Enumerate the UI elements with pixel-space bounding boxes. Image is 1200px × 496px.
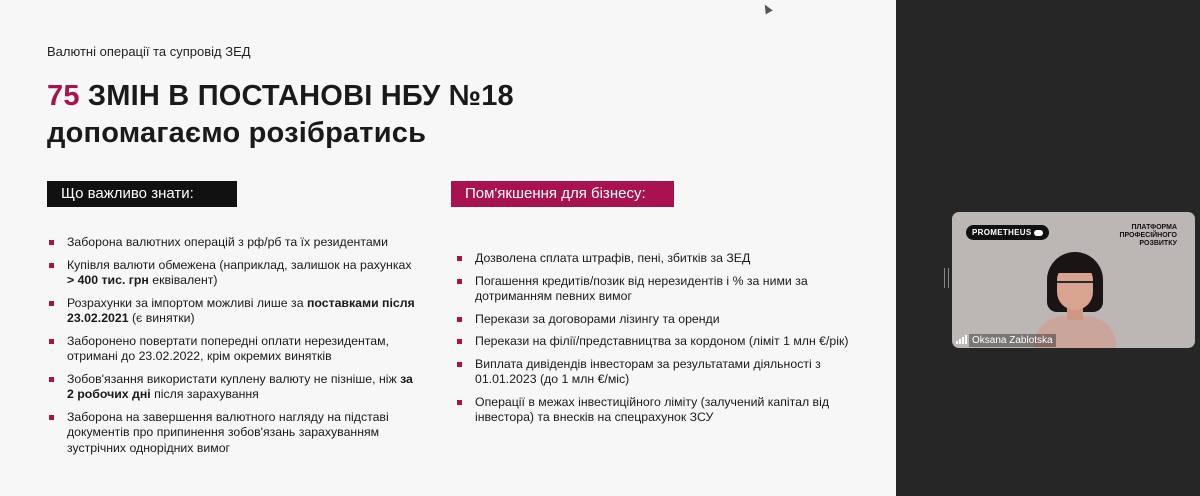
item-text: Операції в межах інвестиційного ліміту (залучений капітал від інвестора) та внесків на спецрахунок ЗСУ bbox=[475, 394, 829, 424]
item-text: Дозволена сплата штрафів, пені, збитків за ЗЕД bbox=[475, 251, 751, 265]
important-list-item bbox=[47, 334, 417, 365]
bullet-square-icon bbox=[49, 415, 54, 420]
title-line1: ЗМІН В ПОСТАНОВІ НБУ №18 bbox=[79, 80, 514, 112]
business-relief-item bbox=[455, 251, 850, 267]
slide-subtitle: Валютні операції та супровід ЗЕД bbox=[47, 44, 251, 59]
item-text: Зобов'язання використати куплену валюту не пізніше, ніж bbox=[67, 371, 401, 386]
right-section-heading: Пом'якшення для бізнесу: bbox=[451, 181, 674, 207]
item-text: Перекази на філії/представництва за кордоном (ліміт 1 млн €/рік) bbox=[475, 334, 849, 348]
bullet-square-icon bbox=[49, 339, 54, 344]
bullet-square-icon bbox=[457, 317, 462, 322]
item-text: Розрахунки за імпортом можливі лише за bbox=[67, 295, 307, 310]
title-line2: допомагаємо розібратись bbox=[47, 117, 427, 149]
bold-text: за 2 робочих дні bbox=[67, 371, 413, 401]
participant-name: Oksana Zablotska bbox=[969, 334, 1056, 347]
important-list-item bbox=[47, 410, 417, 457]
business-relief-item bbox=[455, 274, 850, 305]
prometheus-logo bbox=[966, 225, 1049, 240]
important-list bbox=[47, 235, 417, 463]
platform-label: ПЛАТФОРМА ПРОФЕСІЙНОГО РОЗВИТКУ bbox=[1119, 224, 1177, 247]
left-section-heading: Що важливо знати: bbox=[47, 181, 237, 207]
item-text: після зарахування bbox=[150, 387, 259, 401]
item-text: Заборонено повертати попередні оплати нерезидентам, отримані до 23.02.2022, крім окремих винятків bbox=[67, 333, 390, 363]
important-list-item bbox=[47, 235, 417, 251]
bullet-square-icon bbox=[457, 339, 462, 344]
bullet-square-icon bbox=[457, 400, 462, 405]
resize-handle-icon[interactable] bbox=[944, 268, 949, 288]
business-relief-item bbox=[455, 334, 850, 350]
bullet-square-icon bbox=[457, 362, 462, 367]
bullet-square-icon bbox=[49, 301, 54, 306]
participant-namebar bbox=[952, 330, 1195, 348]
slide-title bbox=[47, 78, 514, 152]
business-relief-item bbox=[455, 395, 850, 426]
bullet-square-icon bbox=[49, 263, 54, 268]
item-text: еквівалент) bbox=[148, 273, 218, 287]
participant-video-tile[interactable] bbox=[952, 212, 1195, 348]
item-text: Виплата дивідендів інвесторам за результатами діяльності з 01.01.2023 (до 1 млн €/міс) bbox=[475, 356, 821, 386]
title-number: 75 bbox=[47, 80, 80, 112]
item-text: Заборона на завершення валютного нагляду на підставі документів про припинення зобов'язань зарахуванням зустрічних однорідних вимог bbox=[67, 409, 389, 455]
important-list-item bbox=[47, 296, 417, 327]
bullet-square-icon bbox=[49, 240, 54, 245]
eye-icon bbox=[1034, 230, 1043, 236]
glasses-icon bbox=[1057, 281, 1093, 292]
signal-strength-icon bbox=[956, 335, 967, 344]
item-text: Перекази за договорами лізингу та оренди bbox=[475, 311, 720, 326]
business-relief-item bbox=[455, 312, 850, 328]
brand-label: PROMETHEUS bbox=[972, 228, 1032, 237]
bold-text: поставками після 23.02.2021 bbox=[67, 295, 415, 325]
bold-text: > 400 тис. грн bbox=[67, 273, 149, 287]
item-text: Заборона валютних операцій з рф/рб та їх резидентами bbox=[67, 235, 388, 249]
item-text: Купівля валюти обмежена (наприклад, залишок на рахунках bbox=[67, 257, 412, 272]
item-text: (є винятки) bbox=[128, 311, 195, 325]
mouse-cursor-icon bbox=[761, 3, 772, 15]
important-list-item bbox=[47, 258, 417, 289]
item-text: Погашення кредитів/позик від нерезидентів і % за ними за дотриманням певних вимог bbox=[475, 273, 808, 303]
bullet-square-icon bbox=[457, 279, 462, 284]
bullet-square-icon bbox=[49, 377, 54, 382]
business-relief-item bbox=[455, 357, 850, 388]
important-list-item bbox=[47, 372, 417, 403]
bullet-square-icon bbox=[457, 256, 462, 261]
business-relief-list bbox=[455, 251, 850, 433]
